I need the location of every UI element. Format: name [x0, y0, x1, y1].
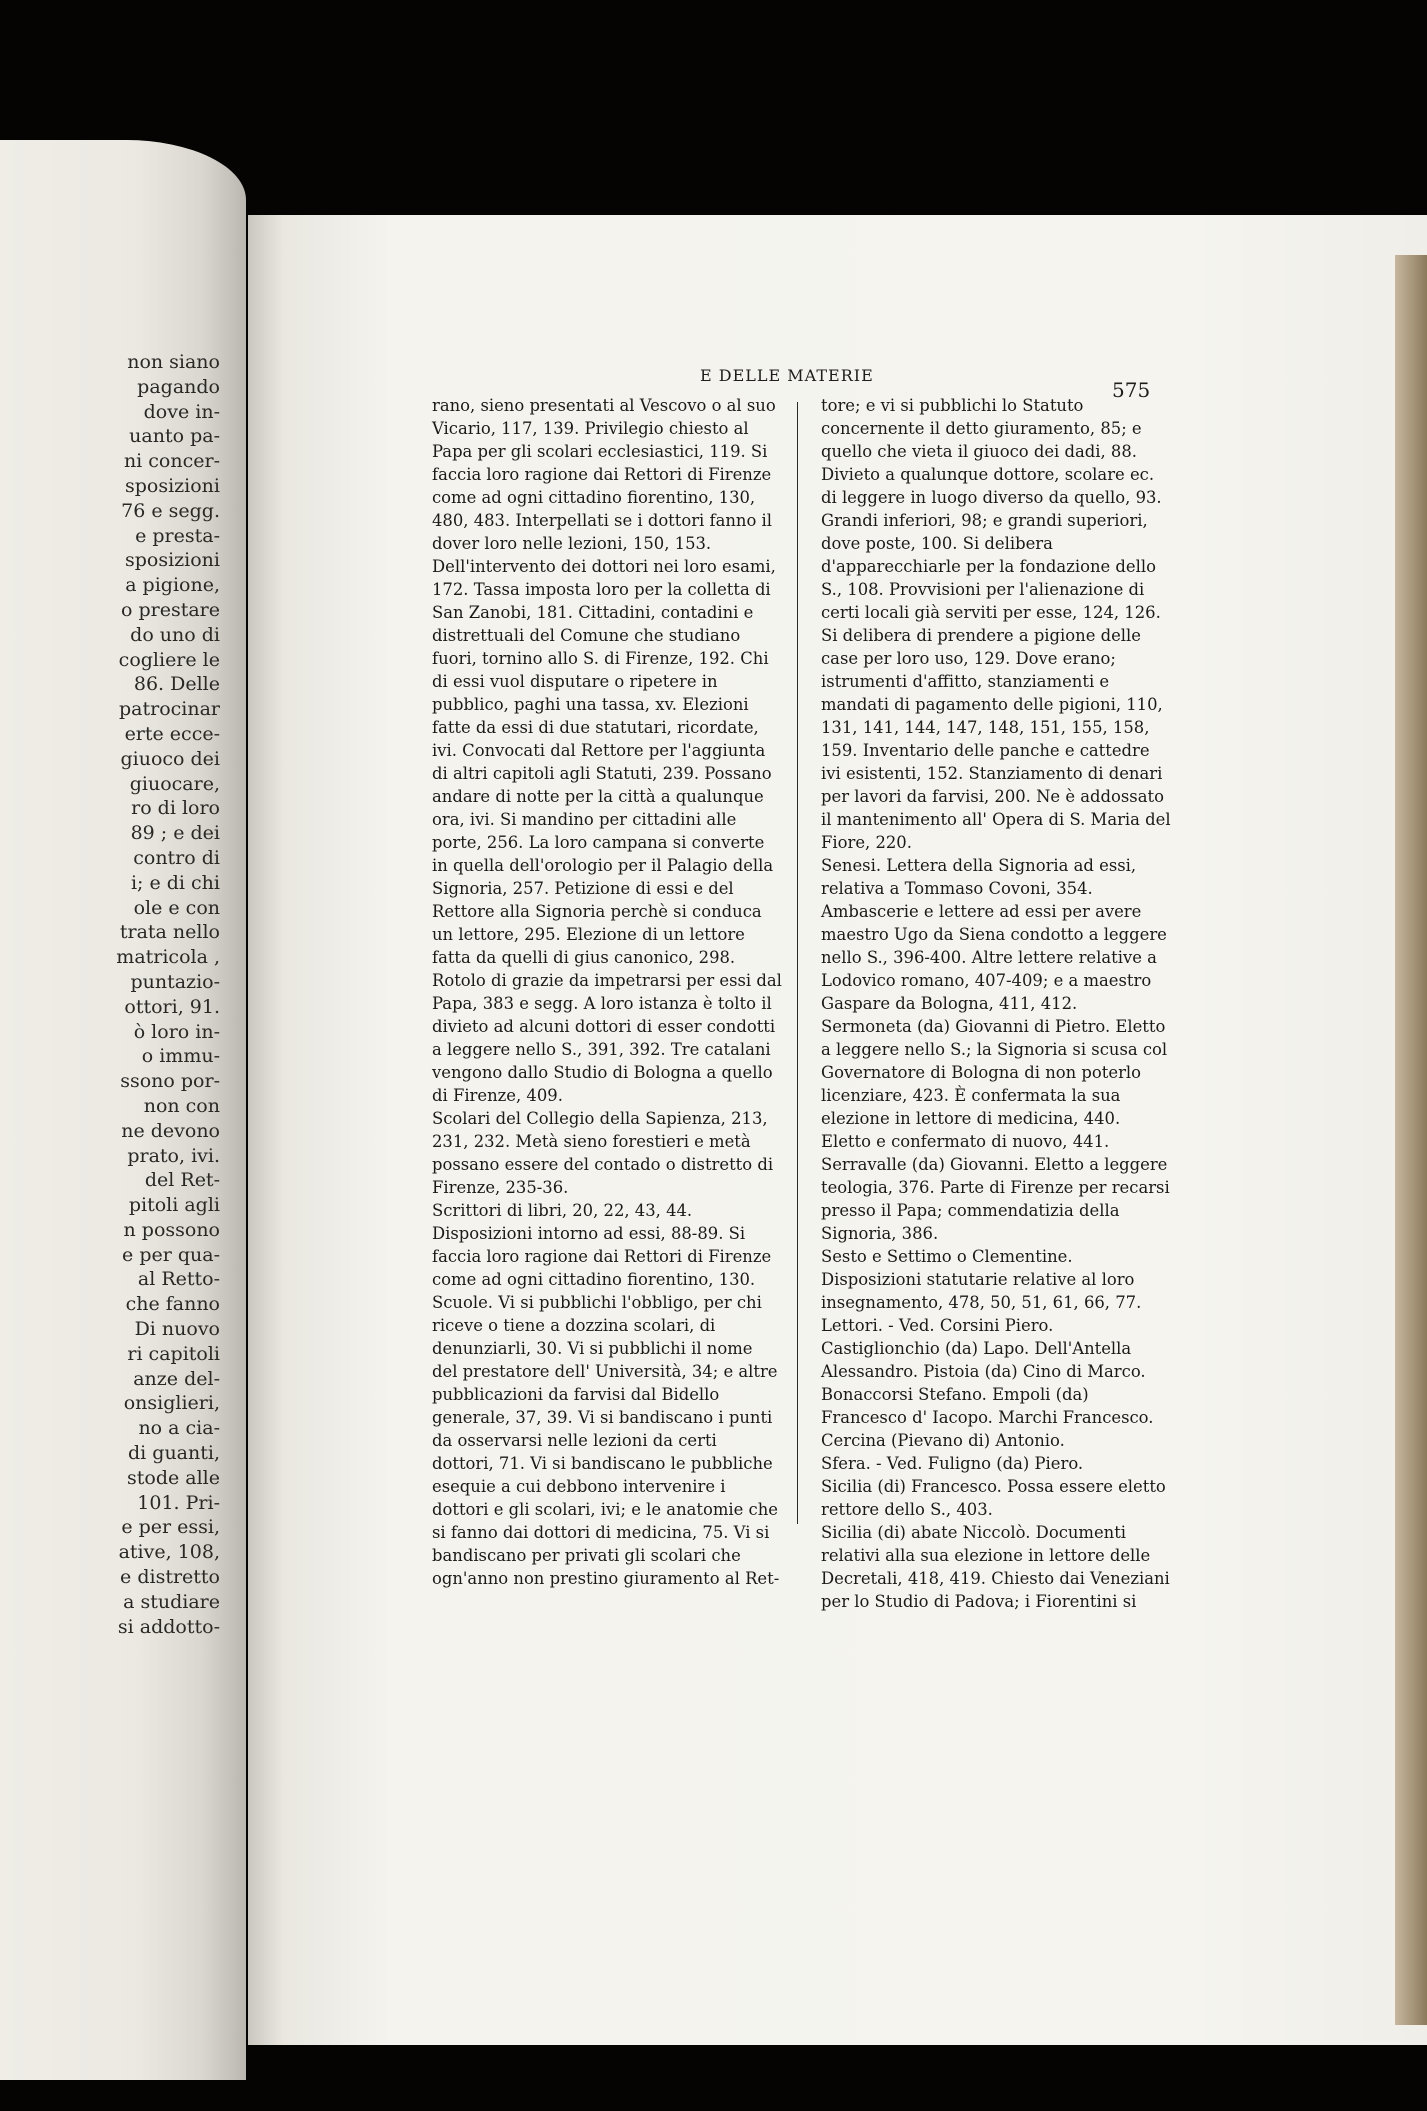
left-page-line: o prestare [120, 598, 220, 621]
index-entry: tore; e vi si pubblichi lo Statuto concernente il detto giuramento, 85; e quello che vieta il giuoco dei dadi, 88. Divieto a qualunque dottore, scolare ec. di leggere in luogo diverso da quello, 93. Grandi inferiori, 98; e grandi superiori, dove poste, 100. Si delibera d'apparecchiarle per la fondazione dello S., 108. Provvisioni per l'alienazione di certi locali già serviti per esse, 124, 126. Si delibera di prendere a pigione delle case per loro uso, 129. Dove erano; istrumenti d'affitto, stanziamenti e mandati di pagamento delle pigioni, 110, 131, 141, 144, 147, 148, 151, 155, 158, 159. Inventario delle panche e cattedre ivi esistenti, 152. Stanziamento di denari per lavori da farvisi, 200. Ne è addossato il mantenimento all' Opera di S. Maria del Fiore, 220. [821, 396, 1171, 852]
left-page-line: o immu- [141, 1045, 220, 1068]
left-page-line: del Ret- [144, 1169, 220, 1192]
left-page-line: cogliere le [118, 648, 220, 671]
left-page-line: pagando [137, 375, 220, 398]
page-edge [1395, 255, 1427, 2025]
left-page-line: ottori, 91. [124, 995, 220, 1018]
left-page-line: 76 e segg. [121, 499, 220, 522]
left-page-line: che fanno [125, 1293, 220, 1316]
left-page-line: pitoli agli [128, 1194, 220, 1217]
index-entry: Scuole. Vi si pubblichi l'obbligo, per chi riceve o tiene a dozzina scolari, di denunziarli, 30. Vi si pubblichi il nome del prestatore dell' Università, 34; e altre pubblicazioni da farvisi dal Bidello generale, 37, 39. Vi si bandiscano i punti da osservarsi nelle lezioni da certi dottori, 71. Vi si bandiscano le pubbliche esequie a cui debbono intervenire i dottori e gli scolari, ivi; e le anatomie che si fanno dai dottori di medicina, 75. Vi si bandiscano per privati gli scolari che ogn'anno non prestino giuramento al Ret- [432, 1293, 780, 1588]
index-entry: Sfera. - Ved. Fuligno (da) Piero. [821, 1454, 1084, 1473]
left-page-line: i; e di chi [130, 871, 220, 894]
left-page-line: giuocare, [129, 772, 220, 795]
page-number: 575 [1112, 378, 1151, 402]
left-page-line: 89 ; e dei [130, 822, 220, 845]
left-page-line: ne devono [121, 1119, 220, 1142]
index-column-left [432, 394, 782, 1590]
left-page-line: sposizioni [124, 549, 220, 572]
left-page-line: a pigione, [125, 574, 220, 597]
index-entry: Serravalle (da) Giovanni. Eletto a leggere teologia, 376. Parte di Firenze per recarsi presso il Papa; commendatizia della Signoria, 386. [821, 1155, 1170, 1243]
left-page-line: puntazio- [130, 970, 220, 993]
left-page-line: giuoco dei [120, 747, 220, 770]
left-page-line: Di nuovo [134, 1318, 220, 1341]
left-page-text [0, 350, 220, 1639]
left-page-line: 86. Delle [133, 673, 220, 696]
left-page-line: patrocinar [118, 698, 220, 721]
left-page-line: e per qua- [122, 1243, 220, 1266]
running-header: E DELLE MATERIE [700, 366, 874, 385]
left-page-line: sposizioni [124, 474, 220, 497]
left-page-line: e presta- [135, 524, 220, 547]
left-page-line: matricola , [116, 946, 220, 969]
left-page-line: onsiglieri, [123, 1392, 220, 1415]
left-page-line: contro di [133, 846, 220, 869]
left-page-line: erte ecce- [124, 722, 220, 745]
index-entry: Sermoneta (da) Giovanni di Pietro. Eletto a leggere nello S.; la Signoria si scusa col Governatore di Bologna di non poterlo licenziare, 423. È confermata la sua elezione in lettore di medicina, 440. Eletto e confermato di nuovo, 441. [821, 1017, 1168, 1151]
left-page-line: ative, 108, [118, 1541, 220, 1564]
left-page-line: non con [143, 1094, 220, 1117]
index-entry: Sesto e Settimo o Clementine. Disposizioni statutarie relative al loro insegnamento, 478, 50, 51, 61, 66, 77. Lettori. - Ved. Corsini Piero. Castiglionchio (da) Lapo. Dell'Antella Alessandro. Pistoia (da) Cino di Marco. Bonaccorsi Stefano. Empoli (da) Francesco d' Iacopo. Marchi Francesco. Cercina (Pievano di) Antonio. [821, 1247, 1154, 1450]
left-page-line: n possono [123, 1218, 220, 1241]
left-page-line: trata nello [119, 921, 220, 944]
left-page-line: al Retto- [137, 1268, 220, 1291]
left-page-line: e per essi, [121, 1516, 220, 1539]
left-page-line: ro di loro [131, 797, 220, 820]
left-page-line: prato, ivi. [127, 1144, 220, 1167]
index-entry: Scolari del Collegio della Sapienza, 213, 231, 232. Metà sieno forestieri e metà possano essere del contado o distretto di Firenze, 235-36. [432, 1109, 774, 1197]
left-page-line: anze del- [133, 1367, 220, 1390]
left-page-line: a studiare [123, 1590, 220, 1613]
left-page-line: di guanti, [128, 1442, 220, 1465]
left-page-line: ri capitoli [127, 1342, 220, 1365]
left-page-line: dove in- [143, 400, 220, 423]
left-page-line: uanto pa- [129, 425, 220, 448]
index-column-right [821, 394, 1171, 1613]
left-page-line: stode alle [127, 1466, 220, 1489]
left-page-line: e distretto [120, 1566, 220, 1589]
left-page-line: si addotto- [117, 1615, 220, 1638]
index-entry: Sicilia (di) abate Niccolò. Documenti relativi alla sua elezione in lettore delle Decretali, 418, 419. Chiesto dai Veneziani per lo Studio di Padova; i Fiorentini si [821, 1523, 1170, 1611]
left-page-line: non siano [127, 351, 220, 373]
left-page-line: do uno di [130, 623, 220, 646]
left-page-line: no a cia- [138, 1417, 220, 1440]
left-page-line: ni concer- [123, 450, 220, 473]
index-entry: rano, sieno presentati al Vescovo o al suo Vicario, 117, 139. Privilegio chiesto al Papa per gli scolari ecclesiastici, 119. Si faccia loro ragione dai Rettori di Firenze come ad ogni cittadino fiorentino, 130, 480, 483. Interpellati se i dottori fanno il dover loro nelle lezioni, 150, 153. Dell'intervento dei dottori nei loro esami, 172. Tassa imposta loro per la colletta di San Zanobi, 181. Cittadini, contadini e distrettuali del Comune che studiano fuori, tornino allo S. di Firenze, 192. Chi di essi vuol disputare o ripetere in pubblico, paghi una tassa, xv. Elezioni fatte da essi di due statutari, ricordate, ivi. Convocati dal Rettore per l'aggiunta di altri capitoli agli Statuti, 239. Possano andare di notte per la città a qualunque ora, ivi. Si mandino per cittadini alle porte, 256. La loro campana si converte in quella dell'orologio per il Palagio della Signoria, 257. Petizione di essi e del Rettore alla Signoria perchè si conduca un lettore, 295. Elezione di un lettore fatta da quelli di gius canonico, 298. Rotolo di grazie da impetrarsi per essi dal Papa, 383 e segg. A loro istanza è tolto il divieto ad alcuni dottori di esser condotti a leggere nello S., 391, 392. Tre catalani vengono dallo Studio di Bologna a quello di Firenze, 409. [432, 396, 782, 1105]
left-page [0, 140, 246, 2080]
left-page-line: ssono por- [120, 1070, 220, 1093]
left-page-line: ò loro in- [133, 1020, 220, 1043]
index-entry: Senesi. Lettera della Signoria ad essi, relativa a Tommaso Covoni, 354. Ambascerie e lettere ad essi per avere maestro Ugo da Siena condotto a leggere nello S., 396-400. Altre lettere relative a Lodovico romano, 407-409; e a maestro Gaspare da Bologna, 411, 412. [821, 856, 1167, 1013]
column-rule [797, 402, 798, 1524]
left-page-line: 101. Pri- [137, 1491, 220, 1514]
index-entry: Sicilia (di) Francesco. Possa essere eletto rettore dello S., 403. [821, 1477, 1166, 1519]
left-page-line: ole e con [133, 896, 220, 919]
index-entry: Scrittori di libri, 20, 22, 43, 44. Disposizioni intorno ad essi, 88-89. Si faccia loro ragione dai Rettori di Firenze come ad ogni cittadino fiorentino, 130. [432, 1201, 772, 1289]
